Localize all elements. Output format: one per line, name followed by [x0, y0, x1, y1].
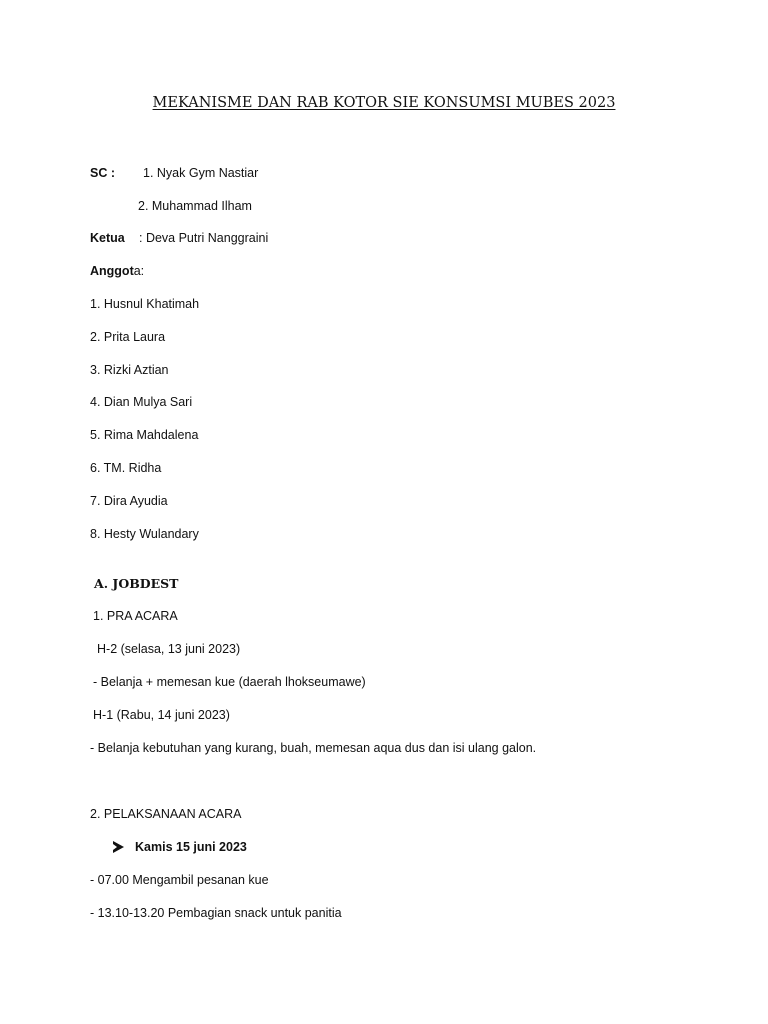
anggota-member: 8. Hesty Wulandary — [90, 527, 199, 541]
anggota-member: 4. Dian Mulya Sari — [90, 395, 193, 409]
anggota-member: 2. Prita Laura — [90, 330, 166, 344]
ketua-label: Ketua — [90, 231, 125, 245]
pra-acara-line: - Belanja kebutuhan yang kurang, buah, memesan aqua dus dan isi ulang galon. — [90, 741, 537, 755]
arrow-bullet-icon — [113, 841, 124, 853]
pelaksanaan-day: Kamis 15 juni 2023 — [135, 840, 247, 854]
anggota-member: 5. Rima Mahdalena — [90, 428, 199, 442]
anggota-label-rest: a: — [133, 264, 145, 278]
jobdesk-heading: A. JOBDEST — [94, 576, 179, 591]
sc-member: 1. Nyak Gym Nastiar — [143, 166, 259, 180]
ketua-value: : Deva Putri Nanggraini — [139, 231, 269, 245]
anggota-member: 1. Husnul Khatimah — [90, 297, 200, 311]
pra-acara-line: H-2 (selasa, 13 juni 2023) — [97, 642, 241, 656]
pelaksanaan-item: - 07.00 Mengambil pesanan kue — [90, 873, 269, 887]
sc-label: SC : — [90, 166, 115, 180]
sc-member: 2. Muhammad Ilham — [138, 199, 252, 213]
anggota-member: 3. Rizki Aztian — [90, 363, 169, 377]
anggota-label-bold: Anggot — [90, 264, 134, 278]
anggota-member: 6. TM. Ridha — [90, 461, 162, 475]
pelaksanaan-heading: 2. PELAKSANAAN ACARA — [90, 807, 242, 821]
document-title: MEKANISME DAN RAB KOTOR SIE KONSUMSI MUBES 2023 — [152, 95, 616, 111]
pra-acara-line: H-1 (Rabu, 14 juni 2023) — [93, 708, 230, 722]
pra-acara-heading: 1. PRA ACARA — [93, 609, 178, 623]
pra-acara-line: - Belanja + memesan kue (daerah lhokseumawe) — [93, 675, 366, 689]
anggota-label — [90, 263, 144, 279]
pelaksanaan-item: - 13.10-13.20 Pembagian snack untuk panitia — [90, 906, 342, 920]
anggota-member: 7. Dira Ayudia — [90, 494, 168, 508]
